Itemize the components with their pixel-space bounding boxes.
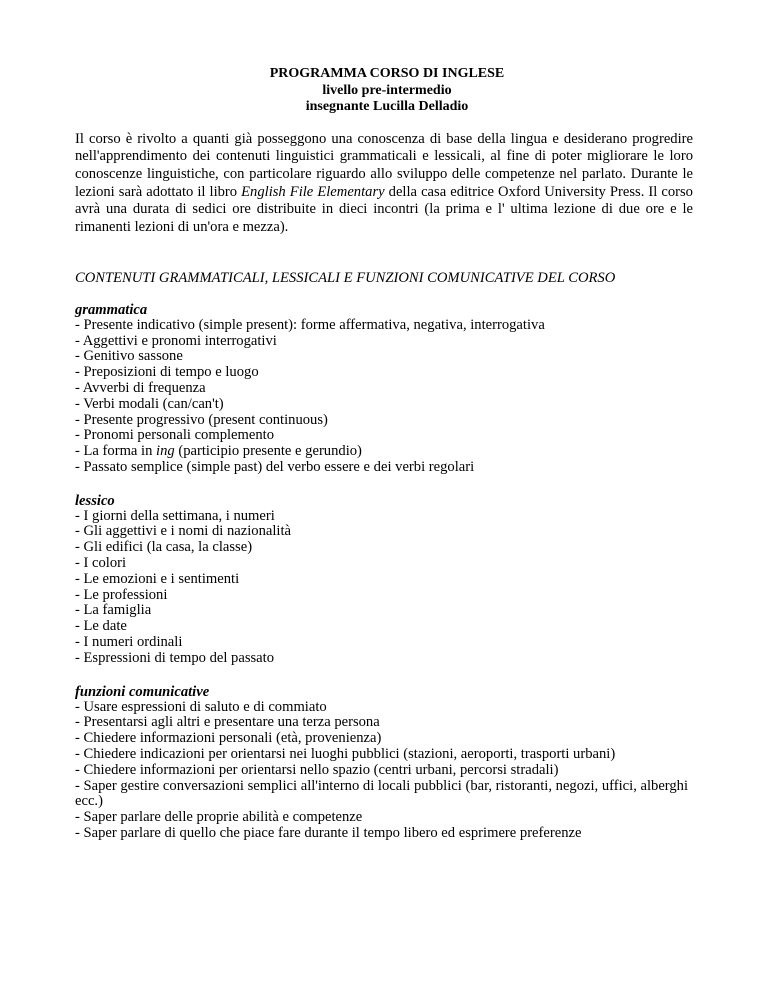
course-level: livello pre-intermedio [322,82,452,98]
list-item [75,444,693,460]
contents-section-title: CONTENUTI GRAMMATICALI, LESSICALI E FUNZIONI COMUNICATIVE DEL CORSO [75,269,616,286]
list-item: - Passato semplice (simple past) del verbo essere e dei verbi regolari [75,458,475,475]
list-item: - Usare espressioni di saluto e di commiato [75,698,327,715]
teacher-name: insegnante Lucilla Delladio [305,99,469,114]
list-item: - Genitivo sassone [75,348,183,365]
list-item: - Verbi modali (can/can't) [75,395,224,412]
list-item: - Presentarsi agli altri e presentare una terza persona [75,714,380,731]
list-item: - Aggettivi e pronomi interrogativi [75,332,277,349]
document-title: PROGRAMMA CORSO DI INGLESE [269,66,505,81]
grammar-heading: grammatica [75,301,148,318]
functions-list [75,700,693,842]
list-item: - I numeri ordinali [75,634,183,651]
list-item: - Gli edifici (la casa, la classe) [75,539,253,556]
ing-item-end: (participio presente e gerundio) [174,443,362,460]
vocabulary-heading: lessico [75,492,115,509]
grammar-list [75,318,693,476]
list-item: - Chiedere indicazioni per orientarsi nei luoghi pubblici (stazioni, aeroporti, trasporti urbani) [75,746,616,763]
intro-paragraph [75,131,693,237]
intro-text-end: della casa editrice Oxford University Press. Il corso avrà una durata di sedici ore distribuite in dieci incontri (la prima e l' ultima lezione di due ore e le rimanenti lezioni di un'ora e mezza). [75,183,693,236]
list-item: - Avverbi di frequenza [75,379,206,396]
list-item: - Saper parlare delle proprie abilità e competenze [75,809,363,826]
ing-word: ing [156,443,175,460]
title-block [81,66,693,116]
list-item: - I colori [75,555,127,572]
list-item: - Presente indicativo (simple present): forme affermativa, negativa, interrogativa [75,316,545,333]
list-item: - Espressioni di tempo del passato [75,649,275,666]
list-item: - Gli aggettivi e i nomi di nazionalità [75,523,292,540]
ing-item-start: - La forma in [75,443,157,460]
intro-text-start: Il corso è rivolto a quanti già posseggono una conoscenza di base della lingua e desiderano progredire nell'apprendimento dei contenuti linguistici grammaticali e lessicali, al fine di poter migliorare le loro conoscenze linguistiche, con particolare riguardo allo sviluppo delle competenze nel parlato. Durante le lezioni sarà adottato il libro [75,130,693,200]
list-item: - Presente progressivo (present continuous) [75,411,328,428]
list-item: - Saper gestire conversazioni semplici all'interno di locali pubblici (bar, ristoranti, negozi, uffici, alberghi ecc.) [75,777,689,810]
functions-heading: funzioni comunicative [75,683,210,700]
list-item: - I giorni della settimana, i numeri [75,507,275,524]
list-item: - Chiedere informazioni per orientarsi nello spazio (centri urbani, percorsi stradali) [75,761,559,778]
list-item: - Preposizioni di tempo e luogo [75,364,259,381]
document-page [75,66,693,842]
list-item: - Pronomi personali complemento [75,427,275,444]
textbook-title: English File Elementary [241,183,385,200]
list-item: - Saper parlare di quello che piace fare durante il tempo libero ed esprimere preferenze [75,825,582,842]
list-item: - Le emozioni e i sentimenti [75,570,240,587]
list-item: - La famiglia [75,602,152,619]
list-item: - Chiedere informazioni personali (età, provenienza) [75,730,382,747]
vocabulary-list [75,509,693,667]
list-item: - Le date [75,618,127,635]
list-item: - Le professioni [75,586,168,603]
